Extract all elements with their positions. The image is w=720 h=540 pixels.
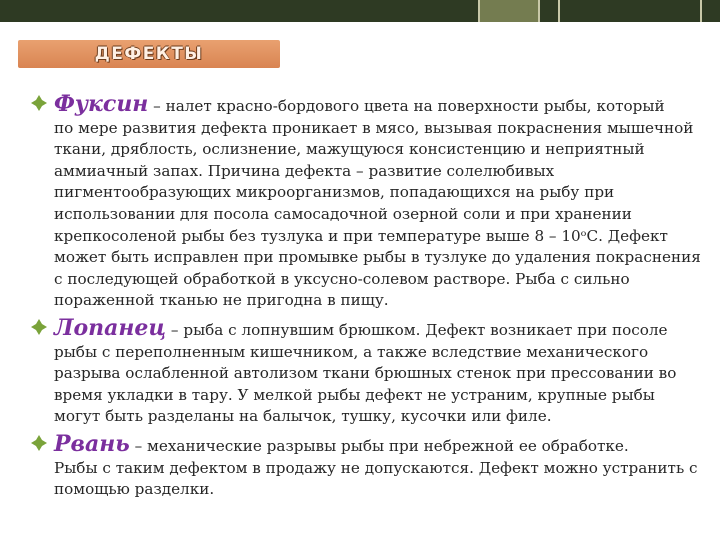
top-bar-segment [480, 0, 538, 22]
defect-term: Фуксин [54, 91, 149, 117]
item-first-line-text: налет красно-бордового цвета на поверхности рыбы, который [165, 97, 665, 115]
item-first-line [54, 92, 702, 118]
diamond-bullet-icon [30, 434, 48, 452]
item-description: по мере развития дефекта проникает в мясо, вызывая покраснения мышечной ткани, дряблость, ослизнение, мажущуюся консистенцию и неприятный аммиачный запах. Причина дефекта – развитие солелюбивых пигментообразующих микроорганизмов, попадающихся на рыбу при использовании для посола самосадочной озерной соли и при хранении крепкосоленой рыбы без тузлука и при температуре выше 8 – 10ᵒС. Дефект может быть исправлен при промывке рыбы в тузлуке до удаления покраснения с последующей обработкой в уксусно-солевом растворе. Рыба с сильно пораженной тканью не пригодна в пищу. [54, 118, 701, 310]
diamond-bullet-icon [30, 94, 48, 112]
list-item [30, 92, 702, 312]
top-bar-divider [558, 0, 560, 22]
top-bar-divider [538, 0, 540, 22]
item-description: рыбы с переполненным кишечником, а также вследствие механического разрыва ослабленной автолизом ткани брюшных стенок при прессовании во время укладки в тару. У мелкой рыбы дефект не устраним, крупные рыбы могут быть разделаны на балычок, тушку, кусочки или филе. [54, 342, 677, 426]
item-first-line-text: механические разрывы рыбы при небрежной ее обработке. [147, 436, 629, 455]
item-first-line [54, 316, 702, 342]
term-dash: – [129, 436, 148, 455]
defect-term: Рвань [54, 430, 130, 457]
slide-title-box [18, 40, 280, 68]
diamond-bullet-icon [30, 318, 48, 336]
defect-term: Лопанец [54, 314, 167, 341]
top-decorative-bar [0, 0, 720, 22]
slide-title: ДЕФЕКТЫ [94, 44, 204, 64]
item-first-line-text: рыба с лопнувшим брюшком. Дефект возникает при посоле [183, 320, 668, 339]
slide-content [30, 92, 702, 501]
item-description: Рыбы с таким дефектом в продажу не допускаются. Дефект можно устранить с помощью разделки. [54, 458, 698, 499]
item-first-line [54, 432, 702, 458]
term-dash: – [166, 320, 184, 339]
term-dash: – [148, 97, 166, 115]
list-item [30, 316, 702, 428]
list-item [30, 432, 702, 501]
top-bar-divider [700, 0, 702, 22]
top-bar-divider [478, 0, 480, 22]
